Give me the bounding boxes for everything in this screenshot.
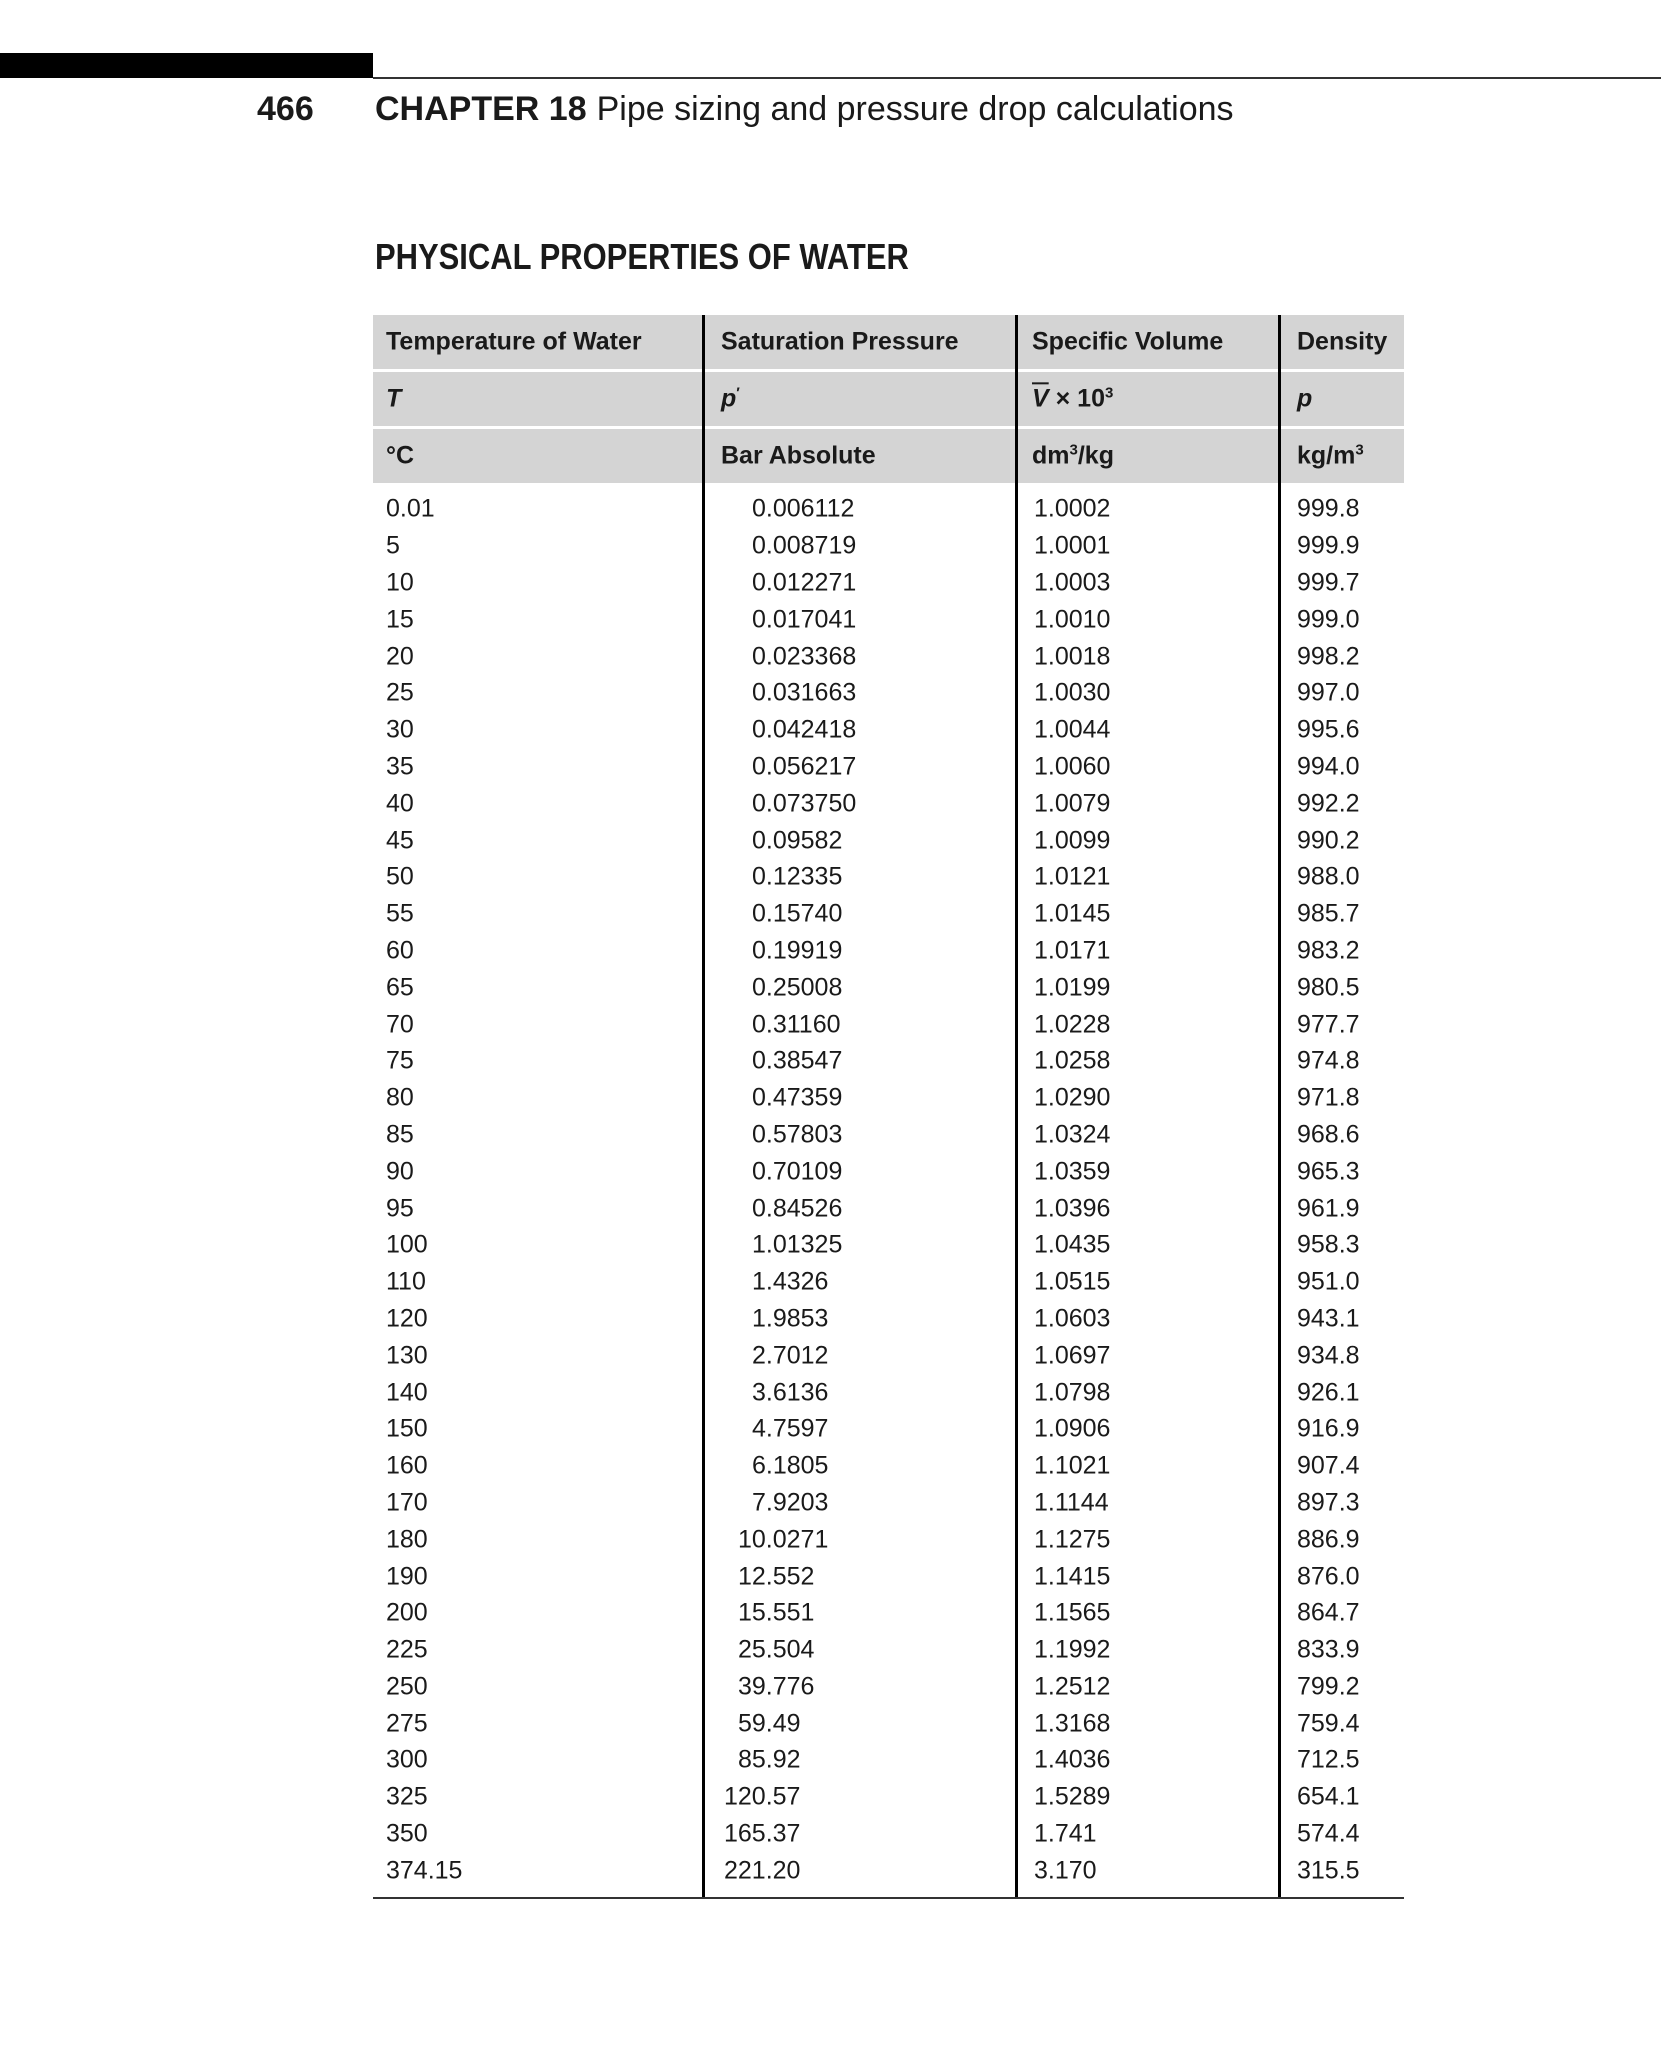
table-cell: 3.170 bbox=[1034, 1856, 1097, 1885]
table-cell: 0.84526 bbox=[752, 1194, 843, 1223]
table-cell: 1.2512 bbox=[1034, 1672, 1111, 1701]
table-row bbox=[373, 1006, 1404, 1043]
table-cell: 5 bbox=[386, 531, 400, 560]
table-cell: 992.2 bbox=[1297, 789, 1360, 818]
table-cell: 1.0906 bbox=[1034, 1414, 1111, 1443]
table-cell: 1.0099 bbox=[1034, 826, 1111, 855]
table-row bbox=[373, 1043, 1404, 1080]
table-row bbox=[373, 712, 1404, 749]
table-cell: 1.1992 bbox=[1034, 1635, 1111, 1664]
table-cell: 1.0396 bbox=[1034, 1194, 1111, 1223]
table-row bbox=[373, 1374, 1404, 1411]
table-cell: 574.4 bbox=[1297, 1819, 1360, 1848]
symbol-text: p bbox=[1297, 384, 1313, 413]
table-cell: 350 bbox=[386, 1819, 428, 1848]
table-cell: 12.552 bbox=[738, 1562, 815, 1590]
table-row bbox=[373, 528, 1404, 565]
table-cell: 1.3168 bbox=[1034, 1709, 1111, 1738]
table-cell: 35 bbox=[386, 752, 414, 781]
header-black-bar bbox=[0, 53, 373, 78]
table-cell: 1.0121 bbox=[1034, 862, 1111, 891]
page-number: 466 bbox=[257, 90, 314, 128]
table-cell: 999.9 bbox=[1297, 531, 1360, 560]
symbol-text: p bbox=[721, 384, 737, 413]
table-row bbox=[373, 749, 1404, 786]
table-cell: 0.073750 bbox=[752, 789, 857, 818]
table-cell: 1.0018 bbox=[1034, 642, 1111, 671]
table-cell: 2.7012 bbox=[752, 1341, 829, 1370]
col-symbol bbox=[1032, 384, 1113, 413]
table-cell: 916.9 bbox=[1297, 1414, 1360, 1443]
table-row bbox=[373, 1632, 1404, 1669]
table-row bbox=[373, 1153, 1404, 1190]
table-cell: 864.7 bbox=[1297, 1598, 1360, 1627]
table-cell: 70 bbox=[386, 1010, 414, 1039]
table-row bbox=[373, 1117, 1404, 1154]
table-cell: 1.0171 bbox=[1034, 936, 1111, 965]
table-row bbox=[373, 1301, 1404, 1338]
table-cell: 0.031663 bbox=[752, 678, 857, 707]
table-cell: 1.4036 bbox=[1034, 1745, 1111, 1774]
table-cell: 160 bbox=[386, 1451, 428, 1480]
table-cell: 225 bbox=[386, 1635, 428, 1664]
table-cell: 1.1415 bbox=[1034, 1562, 1111, 1590]
table-cell: 165.37 bbox=[724, 1819, 801, 1848]
table-cell: 1.0515 bbox=[1034, 1267, 1111, 1296]
header-row-symbols bbox=[373, 372, 1404, 426]
table-cell: 833.9 bbox=[1297, 1635, 1360, 1664]
table-cell: 40 bbox=[386, 789, 414, 818]
table-cell: 1.0003 bbox=[1034, 568, 1111, 597]
col-name: Saturation Pressure bbox=[721, 327, 959, 356]
table-cell: 994.0 bbox=[1297, 752, 1360, 781]
chapter-heading bbox=[375, 90, 1234, 129]
table-cell: 961.9 bbox=[1297, 1194, 1360, 1223]
table-cell: 0.47359 bbox=[752, 1083, 843, 1112]
table-cell: 0.19919 bbox=[752, 936, 843, 965]
table-cell: 1.0435 bbox=[1034, 1230, 1111, 1259]
table-cell: 951.0 bbox=[1297, 1267, 1360, 1296]
table-cell: 1.0258 bbox=[1034, 1046, 1111, 1075]
table-cell: 983.2 bbox=[1297, 936, 1360, 965]
table-cell: 45 bbox=[386, 826, 414, 855]
table-cell: 180 bbox=[386, 1525, 428, 1554]
table-cell: 1.1021 bbox=[1034, 1451, 1111, 1480]
table-row bbox=[373, 1227, 1404, 1264]
table-cell: 1.0199 bbox=[1034, 973, 1111, 1002]
col-unit: Bar Absolute bbox=[721, 441, 876, 470]
table-cell: 1.1565 bbox=[1034, 1598, 1111, 1627]
table-cell: 0.12335 bbox=[752, 862, 843, 891]
table-row bbox=[373, 1448, 1404, 1485]
table-cell: 926.1 bbox=[1297, 1378, 1360, 1407]
col-symbol bbox=[386, 385, 401, 414]
table-cell: 10.0271 bbox=[738, 1525, 829, 1554]
table-cell: 759.4 bbox=[1297, 1709, 1360, 1738]
table-cell: 65 bbox=[386, 973, 414, 1002]
header-row-names bbox=[373, 315, 1404, 369]
table-row bbox=[373, 896, 1404, 933]
unit-suffix: /kg bbox=[1077, 441, 1114, 470]
col-unit: °C bbox=[386, 441, 415, 470]
table-cell: 1.0145 bbox=[1034, 899, 1111, 928]
table-cell: 995.6 bbox=[1297, 715, 1360, 744]
table-cell: 974.8 bbox=[1297, 1046, 1360, 1075]
table-row bbox=[373, 969, 1404, 1006]
col-unit bbox=[1297, 441, 1364, 470]
table-cell: 1.0001 bbox=[1034, 531, 1111, 560]
col-name: Temperature of Water bbox=[386, 327, 642, 356]
table-row bbox=[373, 601, 1404, 638]
table-cell: 0.012271 bbox=[752, 568, 857, 597]
table-cell: 985.7 bbox=[1297, 899, 1360, 928]
table-row bbox=[373, 1852, 1404, 1889]
table-cell: 7.9203 bbox=[752, 1488, 829, 1517]
table-cell: 0.008719 bbox=[752, 531, 857, 560]
table-cell: 654.1 bbox=[1297, 1782, 1360, 1811]
table-cell: 968.6 bbox=[1297, 1120, 1360, 1149]
table-cell: 325 bbox=[386, 1782, 428, 1811]
table-row bbox=[373, 565, 1404, 602]
table-cell: 374.15 bbox=[386, 1856, 463, 1885]
table-cell: 0.15740 bbox=[752, 899, 843, 928]
table-row bbox=[373, 859, 1404, 896]
table-cell: 1.0603 bbox=[1034, 1304, 1111, 1333]
symbol-exp: 3 bbox=[1105, 384, 1114, 402]
table-cell: 150 bbox=[386, 1414, 428, 1443]
water-properties-table bbox=[373, 315, 1404, 1889]
table-cell: 25 bbox=[386, 678, 414, 707]
table-cell: 1.1275 bbox=[1034, 1525, 1111, 1554]
table-row bbox=[373, 1558, 1404, 1595]
table-cell: 1.0697 bbox=[1034, 1341, 1111, 1370]
table-cell: 999.8 bbox=[1297, 494, 1360, 523]
table-row bbox=[373, 1485, 1404, 1522]
table-cell: 275 bbox=[386, 1709, 428, 1738]
column-divider bbox=[702, 315, 705, 1897]
table-row bbox=[373, 822, 1404, 859]
symbol-mark: ′ bbox=[736, 384, 740, 402]
table-cell: 59.49 bbox=[738, 1709, 801, 1738]
table-row bbox=[373, 491, 1404, 528]
table-cell: 1.5289 bbox=[1034, 1782, 1111, 1811]
table-body bbox=[373, 491, 1404, 1889]
table-cell: 30 bbox=[386, 715, 414, 744]
table-cell: 60 bbox=[386, 936, 414, 965]
table-cell: 190 bbox=[386, 1562, 428, 1590]
col-unit bbox=[1032, 441, 1114, 470]
table-cell: 140 bbox=[386, 1378, 428, 1407]
table-cell: 990.2 bbox=[1297, 826, 1360, 855]
table-row bbox=[373, 1264, 1404, 1301]
table-row bbox=[373, 785, 1404, 822]
table-bottom-rule bbox=[373, 1897, 1404, 1899]
table-cell: 988.0 bbox=[1297, 862, 1360, 891]
table-cell: 897.3 bbox=[1297, 1488, 1360, 1517]
column-divider bbox=[1278, 315, 1281, 1897]
unit-exp: 3 bbox=[1069, 441, 1078, 459]
table-cell: 0.57803 bbox=[752, 1120, 843, 1149]
table-cell: 55 bbox=[386, 899, 414, 928]
table-row bbox=[373, 1669, 1404, 1706]
table-cell: 39.776 bbox=[738, 1672, 815, 1701]
table-cell: 15 bbox=[386, 605, 414, 634]
table-cell: 95 bbox=[386, 1194, 414, 1223]
table-cell: 10 bbox=[386, 568, 414, 597]
table-cell: 0.042418 bbox=[752, 715, 857, 744]
table-cell: 1.0290 bbox=[1034, 1083, 1111, 1112]
table-row bbox=[373, 1779, 1404, 1816]
table-cell: 50 bbox=[386, 862, 414, 891]
table-cell: 25.504 bbox=[738, 1635, 815, 1664]
table-cell: 997.0 bbox=[1297, 678, 1360, 707]
table-cell: 971.8 bbox=[1297, 1083, 1360, 1112]
table-cell: 120.57 bbox=[724, 1782, 801, 1811]
table-cell: 958.3 bbox=[1297, 1230, 1360, 1259]
table-cell: 934.8 bbox=[1297, 1341, 1360, 1370]
table-cell: 980.5 bbox=[1297, 973, 1360, 1002]
table-cell: 1.01325 bbox=[752, 1230, 843, 1259]
table-cell: 100 bbox=[386, 1230, 428, 1259]
table-cell: 315.5 bbox=[1297, 1856, 1360, 1885]
table-cell: 943.1 bbox=[1297, 1304, 1360, 1333]
table-cell: 85.92 bbox=[738, 1745, 801, 1774]
table-cell: 1.0044 bbox=[1034, 715, 1111, 744]
symbol-text: T bbox=[386, 384, 402, 413]
table-cell: 1.0079 bbox=[1034, 789, 1111, 818]
col-symbol bbox=[1297, 385, 1312, 414]
chapter-title: Pipe sizing and pressure drop calculations bbox=[596, 90, 1234, 128]
table-row bbox=[373, 1595, 1404, 1632]
table-cell: 1.0010 bbox=[1034, 605, 1111, 634]
table-row bbox=[373, 638, 1404, 675]
table-title: PHYSICAL PROPERTIES OF WATER bbox=[375, 236, 909, 277]
table-cell: 300 bbox=[386, 1745, 428, 1774]
table-cell: 712.5 bbox=[1297, 1745, 1360, 1774]
table-cell: 90 bbox=[386, 1157, 414, 1186]
table-row bbox=[373, 1521, 1404, 1558]
symbol-suffix: × 10 bbox=[1048, 384, 1105, 413]
table-cell: 907.4 bbox=[1297, 1451, 1360, 1480]
table-cell: 250 bbox=[386, 1672, 428, 1701]
table-cell: 886.9 bbox=[1297, 1525, 1360, 1554]
table-cell: 977.7 bbox=[1297, 1010, 1360, 1039]
table-cell: 3.6136 bbox=[752, 1378, 829, 1407]
unit-text: dm bbox=[1032, 441, 1070, 470]
table-cell: 0.006112 bbox=[752, 494, 855, 523]
table-cell: 0.017041 bbox=[752, 605, 857, 634]
header-rule bbox=[373, 77, 1661, 79]
table-row bbox=[373, 1742, 1404, 1779]
header-row-units bbox=[373, 429, 1404, 483]
table-cell: 1.0228 bbox=[1034, 1010, 1111, 1039]
table-cell: 85 bbox=[386, 1120, 414, 1149]
table-cell: 1.9853 bbox=[752, 1304, 829, 1333]
table-cell: 120 bbox=[386, 1304, 428, 1333]
table-cell: 4.7597 bbox=[752, 1414, 829, 1443]
chapter-label: CHAPTER 18 bbox=[375, 90, 587, 128]
col-symbol bbox=[721, 384, 740, 413]
table-cell: 999.7 bbox=[1297, 568, 1360, 597]
table-cell: 965.3 bbox=[1297, 1157, 1360, 1186]
table-cell: 1.0030 bbox=[1034, 678, 1111, 707]
table-cell: 1.741 bbox=[1034, 1819, 1097, 1848]
column-divider bbox=[1015, 315, 1018, 1897]
table-row bbox=[373, 1190, 1404, 1227]
table-cell: 1.0359 bbox=[1034, 1157, 1111, 1186]
table-cell: 0.056217 bbox=[752, 752, 857, 781]
table-cell: 20 bbox=[386, 642, 414, 671]
table-cell: 999.0 bbox=[1297, 605, 1360, 634]
table-cell: 80 bbox=[386, 1083, 414, 1112]
table-cell: 170 bbox=[386, 1488, 428, 1517]
table-cell: 0.25008 bbox=[752, 973, 843, 1002]
unit-exp: 3 bbox=[1355, 441, 1364, 459]
table-row bbox=[373, 1816, 1404, 1853]
table-cell: 1.4326 bbox=[752, 1267, 829, 1296]
table-cell: 799.2 bbox=[1297, 1672, 1360, 1701]
unit-text: kg/m bbox=[1297, 441, 1356, 470]
table-cell: 1.0002 bbox=[1034, 494, 1111, 523]
table-row bbox=[373, 1705, 1404, 1742]
table-cell: 876.0 bbox=[1297, 1562, 1360, 1590]
table-row bbox=[373, 933, 1404, 970]
table-cell: 0.70109 bbox=[752, 1157, 843, 1186]
table-cell: 0.31160 bbox=[752, 1010, 841, 1039]
table-cell: 6.1805 bbox=[752, 1451, 829, 1480]
symbol-text: $\overline{V}$ bbox=[1032, 384, 1049, 413]
table-cell: 130 bbox=[386, 1341, 428, 1370]
col-name: Specific Volume bbox=[1032, 327, 1224, 356]
table-row bbox=[373, 1080, 1404, 1117]
table-cell: 1.0324 bbox=[1034, 1120, 1111, 1149]
table-cell: 1.0798 bbox=[1034, 1378, 1111, 1407]
table-cell: 0.01 bbox=[386, 494, 435, 523]
table-row bbox=[373, 675, 1404, 712]
table-cell: 75 bbox=[386, 1046, 414, 1075]
table-cell: 0.023368 bbox=[752, 642, 857, 671]
table-cell: 221.20 bbox=[724, 1856, 801, 1885]
table-cell: 15.551 bbox=[738, 1598, 815, 1627]
table-cell: 998.2 bbox=[1297, 642, 1360, 671]
table-cell: 0.09582 bbox=[752, 826, 843, 855]
table-cell: 1.1144 bbox=[1034, 1488, 1109, 1517]
table-cell: 110 bbox=[386, 1267, 426, 1296]
table-cell: 1.0060 bbox=[1034, 752, 1111, 781]
table-cell: 200 bbox=[386, 1598, 428, 1627]
col-name: Density bbox=[1297, 327, 1388, 356]
table-cell: 0.38547 bbox=[752, 1046, 843, 1075]
table-row bbox=[373, 1411, 1404, 1448]
table-row bbox=[373, 1337, 1404, 1374]
